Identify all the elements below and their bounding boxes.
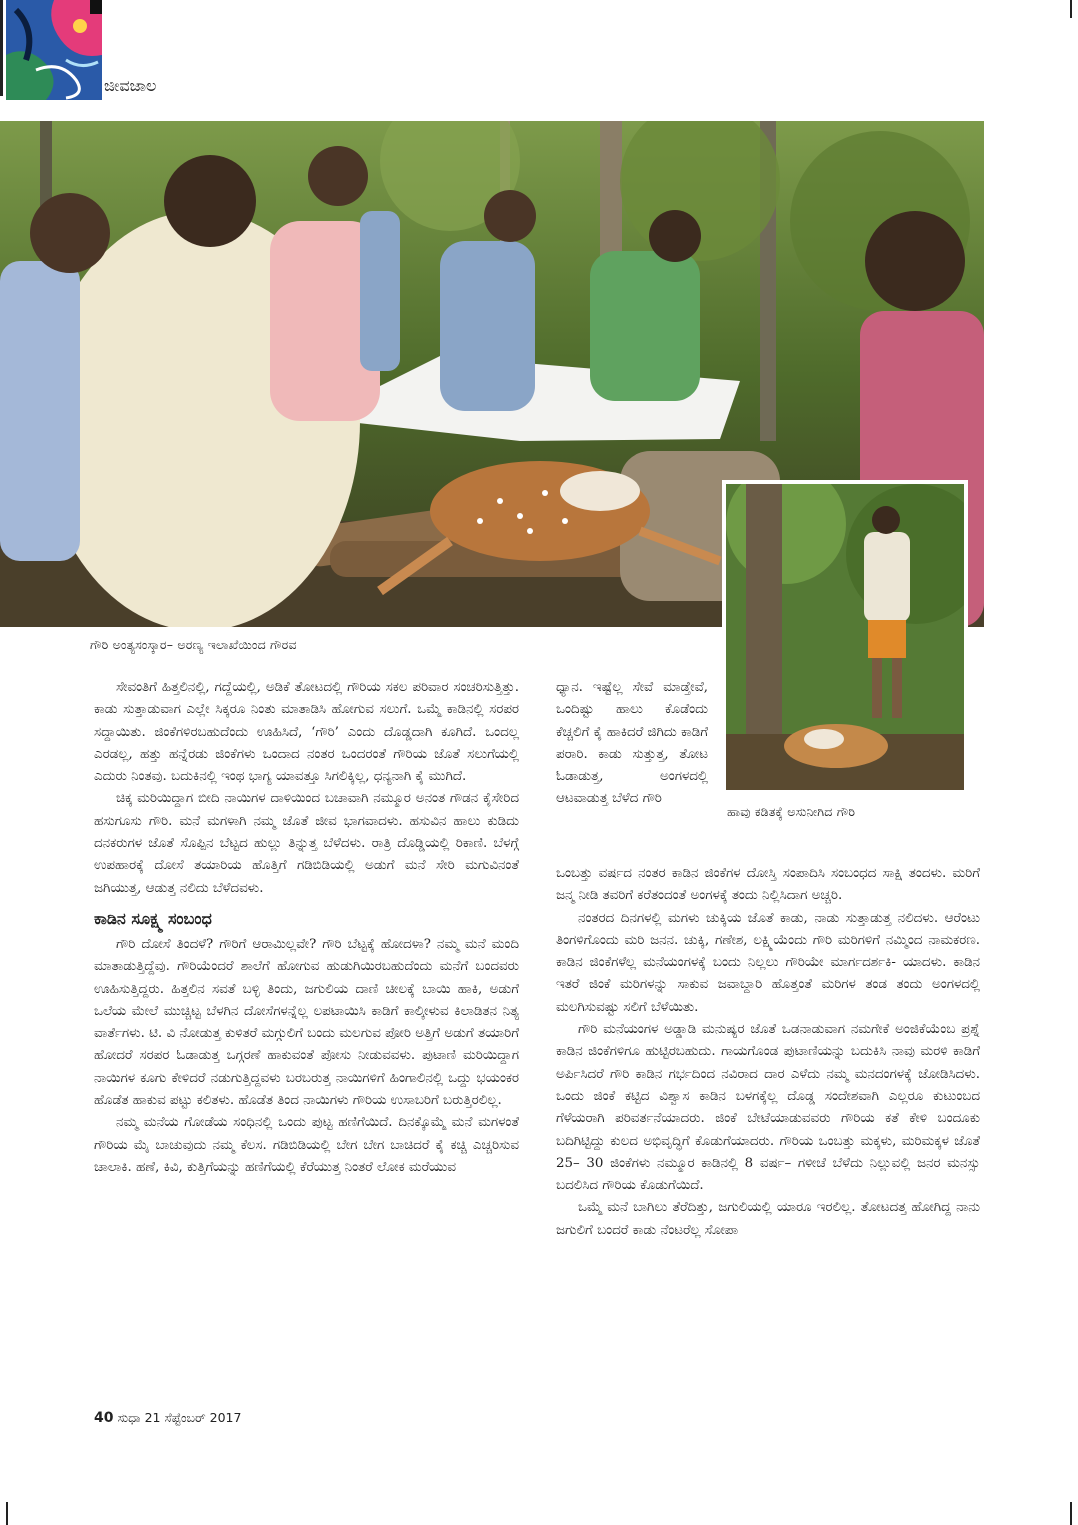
inset-photo	[722, 480, 968, 794]
article-column-2	[556, 863, 980, 1242]
inset-photo-caption: ಹಾವು ಕಡಿತಕ್ಕೆ ಅಸುನೀಗಿದ ಗೌರಿ	[727, 804, 856, 819]
section-logo	[6, 0, 102, 100]
crop-mark-top-right	[1070, 0, 1072, 18]
article-paragraph: ಚಿಕ್ಕ ಮರಿಯಿದ್ದಾಗ ಬೀದಿ ನಾಯಿಗಳ ದಾಳಿಯಿಂದ ಬಚಾವಾಗಿ ನಮ್ಮೂರ ಅನಂತ ಗೌಡನ ಕೈಸೇರಿದ ಹಸುಗೂಸು ಗೌರಿ. ಮನೆ ಮಗಳಾಗಿ ನಮ್ಮ ಜೊತೆ ಜೀವ ಭಾಗವಾದಳು. ಹಸುವಿನ ಹಾಲು ಕುಡಿದು ದನಕರುಗಳ ಜೊತೆ ಸೊಪ್ಪಿನ ಬೆಟ್ಟದ ಹುಲ್ಲು ತಿನ್ನುತ್ತ ಬೆಳೆದಳು. ರಾತ್ರಿ ದೊಡ್ಡಿಯಲ್ಲಿ ರಿಕಾಣಿ. ಬೆಳಗ್ಗೆ ಉಪಹಾರಕ್ಕೆ ದೋಸೆ ತಯಾರಿಯ ಹೊತ್ತಿಗೆ ಗಡಿಬಿಡಿಯಲ್ಲಿ ಅಡುಗೆ ಮನೆ ಸೇರಿ ಮಗುವಿನಂತೆ ಜಗಿಯುತ್ತ, ಆಡುತ್ತ ನಲಿದು ಬೆಳೆದವಳು.	[94, 791, 519, 896]
page-number: 40	[94, 1410, 114, 1426]
article-column-1	[94, 677, 519, 1179]
page-footer	[94, 1410, 241, 1426]
article-paragraph: ನಮ್ಮ ಮನೆಯ ಗೋಡೆಯ ಸಂಧಿನಲ್ಲಿ ಒಂದು ಪುಟ್ಟ ಹಣಿಗೆಯಿದೆ. ದಿನಕ್ಕೊಮ್ಮೆ ಮನೆ ಮಗಳಂತೆ ಗೌರಿಯ ಮೈ ಬಾಚುವುದು ನಮ್ಮ ಕೆಲಸ. ಗಡಿಬಿಡಿಯಲ್ಲಿ ಬೇಗ ಬೇಗ ಬಾಚಿದರೆ ಕೈ ಕಚ್ಚಿ ಎಚ್ಚರಿಸುವ ಚಾಲಾಕಿ. ಹಣೆ, ಕಿವಿ, ಕುತ್ತಿಗೆಯನ್ನು ಹಣಿಗೆಯಲ್ಲಿ ಕೆರೆಯುತ್ತ ನಿಂತರೆ ಲೋಕ ಮರೆಯುವ	[94, 1115, 519, 1175]
article-column-2-narrow	[556, 677, 708, 811]
article-paragraph: ಒಂಬತ್ತು ವರ್ಷದ ನಂತರ ಕಾಡಿನ ಜಿಂಕೆಗಳ ದೋಸ್ತಿ ಸಂಪಾದಿಸಿ ಸಂಬಂಧದ ಸಾಕ್ಷಿ ತಂದಳು. ಮರಿಗೆ ಜನ್ಮ ನೀಡಿ ತವರಿಗೆ ಕರೆತಂದಂತೆ ಅಂಗಳಕ್ಕೆ ತಂದು ನಿಲ್ಲಿಸಿದಾಗ ಅಚ್ಚರಿ.	[556, 866, 980, 904]
crop-mark-bottom-left	[6, 1502, 8, 1525]
article-paragraph: ಗೌರಿ ದೋಸೆ ತಿಂದಳೆ? ಗೌರಿಗೆ ಆರಾಮಿಲ್ಲವೇ? ಗೌರಿ ಬೆಟ್ಟಕ್ಕೆ ಹೋದಳಾ? ನಮ್ಮ ಮನೆ ಮಂದಿ ಮಾತಾಡುತ್ತಿದ್ದೆವು. ಗೌರಿಯೆಂದರೆ ಶಾಲೆಗೆ ಹೋಗುವ ಹುಡುಗಿಯಿರಬಹುದೆಂದು ಮನೆಗೆ ಬಂದವರು ಊಹಿಸುತ್ತಿದ್ದರು. ಹಿತ್ತಲಿನ ಸವತೆ ಬಳ್ಳಿ ತಿಂದು, ಜಗುಲಿಯ ದಾಣಿ ಚೀಲಕ್ಕೆ ಬಾಯಿ ಹಾಕಿ, ಅಡುಗೆ ಒಲೆಯ ಮೇಲೆ ಮುಚ್ಚಿಟ್ಟ ಬೆಳಗಿನ ದೋಸೆಗಳನ್ನೆಲ್ಲ ಲಪಟಾಯಿಸಿ ಕಾಡಿಗೆ ಕಾಲ್ಕೀಳುವ ಕಿಲಾಡಿತನ ನಿತ್ಯ ವಾರ್ತೆಗಳು. ಟಿ. ವಿ ನೋಡುತ್ತ ಕುಳಿತರೆ ಮಗ್ಗುಲಿಗೆ ಬಂದು ಮಲಗುವ ಪೋರಿ ಅತ್ತಿಗೆ ಅಡುಗೆ ತಯಾರಿಗೆ ಹೋದರೆ ಸರಪರ ಓಡಾಡುತ್ತ ಒಗ್ಗರಣೆ ಹಾಕುವಂತೆ ಪೋಸು ನೀಡುವವಳು. ಪುಟಾಣಿ ಮರಿಯಿದ್ದಾಗ ನಾಯಿಗಳ ಕೂಗು ಕೇಳಿದರೆ ನಡುಗುತ್ತಿದ್ದವಳು ಬರಬರುತ್ತ ನಾಯಿಗಳಿಗೆ ಹಿಂಗಾಲಿನಲ್ಲಿ ಒದ್ದು ಭಯಂಕರ ಹೊಡೆತ ಹಾಕುವ ಪಟ್ಟು ಕಲಿತಳು. ಹೊಡೆತ ತಿಂದ ನಾಯಿಗಳು ಗೌರಿಯ ಉಸಾಬರಿಗೆ ಬರುತ್ತಿರಲಿಲ್ಲ.	[94, 936, 519, 1109]
article-paragraph: ಒಮ್ಮೆ ಮನೆ ಬಾಗಿಲು ತೆರೆದಿತ್ತು, ಜಗುಲಿಯಲ್ಲಿ ಯಾರೂ ಇರಲಿಲ್ಲ. ತೋಟದತ್ತ ಹೋಗಿದ್ದ ನಾನು ಜಗುಲಿಗೆ ಬಂದರೆ ಕಾಡು ನೆಂಟರೆಲ್ಲ ಸೋಪಾ	[556, 1200, 980, 1238]
article-paragraph: ಸೇವಂತಿಗೆ ಹಿತ್ತಲಿನಲ್ಲಿ, ಗದ್ದೆಯಲ್ಲಿ, ಅಡಿಕೆ ತೋಟದಲ್ಲಿ ಗೌರಿಯ ಸಕಲ ಪರಿವಾರ ಸಂಚರಿಸುತ್ತಿತ್ತು. ಕಾಡು ಸುತ್ತಾಡುವಾಗ ಎಲ್ಲೇ ಸಿಕ್ಕರೂ ನಿಂತು ಮಾತಾಡಿಸಿ ಹೋಗುವ ಸಲುಗೆ. ಒಮ್ಮೆ ಕಾಡಿನಲ್ಲಿ ಸರಪರ ಸದ್ದಾಯಿತು. ಜಿಂಕೆಗಳಿರಬಹುದೆಂದು ಊಹಿಸಿದೆ, ‘ಗೌರಿ’ ಎಂದು ದೊಡ್ಡದಾಗಿ ಕೂಗಿದೆ. ಒಂದಲ್ಲ ಎರಡಲ್ಲ, ಹತ್ತು ಹನ್ನೆರಡು ಜಿಂಕೆಗಳು ಒಂದಾದ ನಂತರ ಒಂದರಂತೆ ಗೌರಿಯ ಜೊತೆ ಸಲುಗೆಯಲ್ಲಿ ಎದುರು ನಿಂತವು. ಬದುಕಿನಲ್ಲಿ ಇಂಥ ಭಾಗ್ಯ ಯಾವತ್ತೂ ಸಿಗಲಿಕ್ಕಿಲ್ಲ, ಧನ್ಯನಾಗಿ ಕೈ ಮುಗಿದೆ.	[94, 680, 519, 785]
main-photo-caption: ಗೌರಿ ಅಂತ್ಯಸಂಸ್ಕಾರ– ಅರಣ್ಯ ಇಲಾಖೆಯಿಂದ ಗೌರವ	[90, 637, 297, 652]
crop-mark-bottom-right	[1070, 1502, 1072, 1525]
section-title: ಜೀವಜಾಲ	[104, 76, 157, 95]
crop-mark-top-left	[0, 0, 3, 96]
section-logo-art	[6, 0, 102, 100]
magazine-name: ಸುಧಾ	[117, 1410, 141, 1425]
article-paragraph: ಧ್ಯಾನ. ಇಷ್ಟೆಲ್ಲ ಸೇವೆ ಮಾಡ್ತೇವೆ, ಒಂದಿಷ್ಟು ಹಾಲು ಕೊಡೆಂದು ಕೆಚ್ಚಲಿಗೆ ಕೈ ಹಾಕಿದರೆ ಜಿಗಿದು ಕಾಡಿಗೆ ಪರಾರಿ. ಕಾಡು ಸುತ್ತುತ್ತ, ತೋಟ ಓಡಾಡುತ್ತ, ಅಂಗಳದಲ್ಲಿ ಆಟವಾಡುತ್ತ ಬೆಳೆದ ಗೌರಿ	[556, 680, 708, 807]
inset-photo-illustration	[726, 484, 964, 790]
article-paragraph: ನಂತರದ ದಿನಗಳಲ್ಲಿ ಮಗಳು ಚುಕ್ಕಿಯ ಜೊತೆ ಕಾಡು, ನಾಡು ಸುತ್ತಾಡುತ್ತ ನಲಿದಳು. ಆರೆಂಟು ತಿಂಗಳಿಗೊಂದು ಮರಿ ಜನನ. ಚುಕ್ಕಿ, ಗಣೇಶ, ಲಕ್ಷ್ಮಿಯೆಂದು ಗೌರಿ ಮರಿಗಳಿಗೆ ನಮ್ಮಿಂದ ನಾಮಕರಣ. ಕಾಡಿನ ಜಿಂಕೆಗಳೆಲ್ಲ ಮನೆಯಂಗಳಕ್ಕೆ ಬಂದು ನಿಲ್ಲಲು ಗೌರಿಯೇ ಮಾರ್ಗದರ್ಶಕಿ- ಯಾದಳು. ಕಾಡಿನ ಇತರೆ ಜಿಂಕೆ ಮರಿಗಳನ್ನು ಸಾಕುವ ಜವಾಬ್ದಾರಿ ಹೊತ್ತಂತೆ ಮರಿಗಳ ತಂಡ ತಂದು ಅಂಗಳದಲ್ಲಿ ಮಲಗಿಸುವಷ್ಟು ಸಲಿಗೆ ಬೆಳೆಯಿತು.	[556, 910, 980, 1015]
article-subheading: ಕಾಡಿನ ಸೂಕ್ಷ್ಮ ಸಂಬಂಧ	[94, 908, 212, 928]
issue-date: 21 ಸೆಪ್ಟೆಂಬರ್ 2017	[144, 1410, 242, 1425]
article-paragraph: ಗೌರಿ ಮನೆಯಂಗಳ ಅಡ್ಡಾಡಿ ಮನುಷ್ಯರ ಜೊತೆ ಒಡನಾಡುವಾಗ ನಮಗೇಕೆ ಅಂಜಿಕೆಯೆಂಬ ಪ್ರಶ್ನೆ ಕಾಡಿನ ಜಿಂಕೆಗಳಿಗೂ ಹುಟ್ಟಿರಬಹುದು. ಗಾಯಗೊಂಡ ಪುಟಾಣಿಯನ್ನು ಬದುಕಿಸಿ ನಾವು ಮರಳಿ ಕಾಡಿಗೆ ಅರ್ಪಿಸಿದರೆ ಗೌರಿ ಕಾಡಿನ ಗರ್ಭದಿಂದ ನವಿರಾದ ದಾರ ಎಳೆದು ನಮ್ಮ ಮನದಂಗಳಕ್ಕೆ ಜೋಡಿಸಿದಳು. ಒಂದು ಜಿಂಕೆ ಕಟ್ಟಿದ ವಿಶ್ವಾಸ ಕಾಡಿನ ಬಳಗಕ್ಕೆಲ್ಲ ದೊಡ್ಡ ಸಂದೇಶವಾಗಿ ಎಲ್ಲರೂ ಕುಟುಂಬದ ಗೆಳೆಯರಾಗಿ ಪರಿವರ್ತನೆಯಾದರು. ಜಿಂಕೆ ಬೇಟೆಯಾಡುವವರು ಗೌರಿಯ ಕತೆ ಕೇಳಿ ಬಂದೂಕು ಬದಿಗಿಟ್ಟಿದ್ದು ಕುಲದ ಅಭಿವೃದ್ಧಿಗೆ ಕೊಡುಗೆಯಾದರು. ಗೌರಿಯ ಒಂಬತ್ತು ಮಕ್ಕಳು, ಮರಿಮಕ್ಕಳ ಜೊತೆ 25– 30 ಜಿಂಕೆಗಳು ನಮ್ಮೂರ ಕಾಡಿನಲ್ಲಿ 8 ವರ್ಷ– ಗಳೀಚೆ ಬೆಳೆದು ನಿಲ್ಲುವಲ್ಲಿ ಜನರ ಮನಸ್ಸು ಬದಲಿಸಿದ ಗೌರಿಯ ಕೊಡುಗೆಯಿದೆ.	[556, 1022, 980, 1194]
